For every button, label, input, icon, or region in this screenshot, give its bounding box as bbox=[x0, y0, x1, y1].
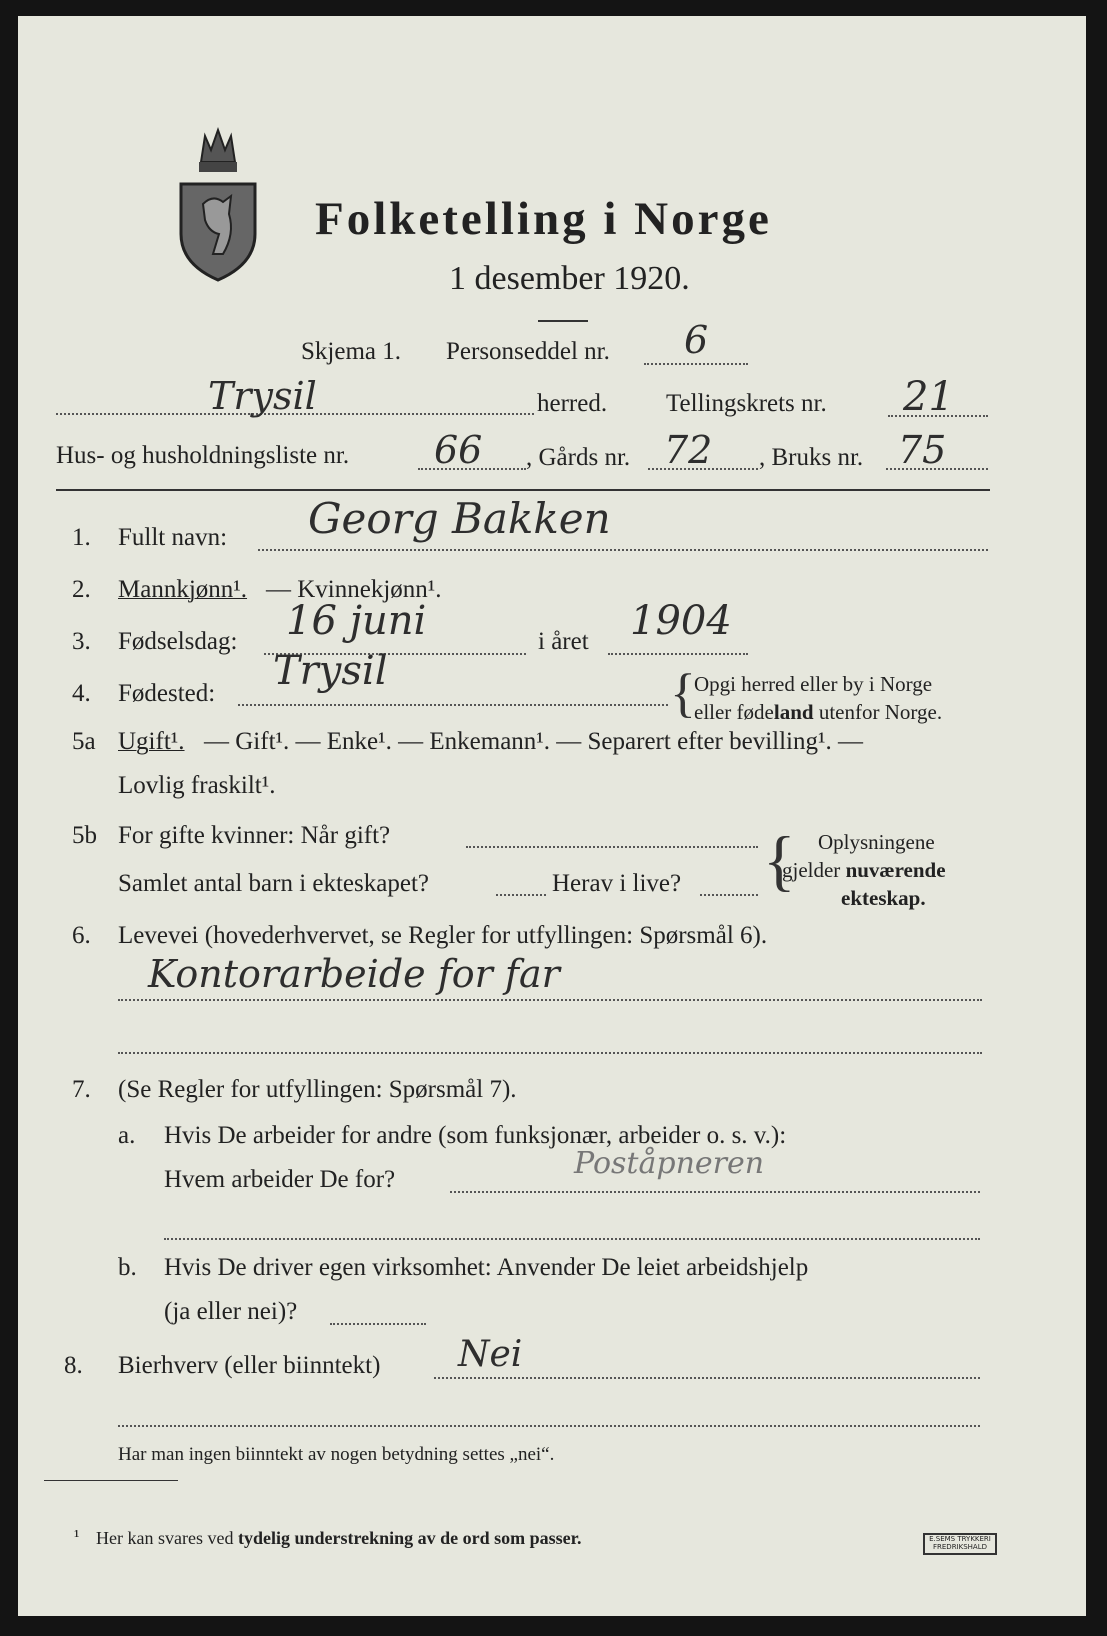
q3-value: 16 juni bbox=[286, 598, 427, 644]
personseddel-value: 6 bbox=[684, 318, 709, 362]
q8-line-2 bbox=[118, 1425, 980, 1427]
form-subtitle: 1 desember 1920. bbox=[449, 260, 690, 297]
footnote-text bbox=[96, 1528, 582, 1549]
q5b-note-2a: gjelder bbox=[782, 858, 846, 882]
q7b-line bbox=[330, 1323, 426, 1325]
q7-number: 7. bbox=[72, 1076, 91, 1103]
q5b-line2-line bbox=[496, 894, 546, 896]
q3-year-line bbox=[608, 653, 748, 655]
q5b-line1: For gifte kvinner: Når gift? bbox=[118, 822, 391, 849]
q6-line-1 bbox=[118, 999, 982, 1001]
q5b-note-3: ekteskap. bbox=[841, 886, 926, 910]
q5a-line2: Lovlig fraskilt¹. bbox=[118, 772, 276, 799]
q7a-line-2 bbox=[164, 1238, 980, 1240]
q7b-line1: Hvis De driver egen virksomhet: Anvender De leiet arbeidshjelp bbox=[164, 1254, 809, 1281]
q4-line bbox=[238, 704, 668, 706]
q6-value: Kontorarbeide for far bbox=[148, 952, 560, 996]
q2-number: 2. bbox=[72, 576, 91, 603]
q4-number: 4. bbox=[72, 680, 91, 707]
q5b-note-2 bbox=[782, 858, 946, 883]
q5a-options: — Gift¹. — Enke¹. — Enkemann¹. — Separert efter bevilling¹. — bbox=[204, 728, 863, 755]
q3-year-label: i året bbox=[538, 628, 589, 655]
tellingskrets-value: 21 bbox=[903, 374, 954, 420]
header-divider bbox=[56, 489, 990, 491]
q8-number: 8. bbox=[64, 1352, 83, 1379]
q7-label: (Se Regler for utfyllingen: Spørsmål 7). bbox=[118, 1076, 517, 1103]
q7a-line1: Hvis De arbeider for andre (som funksjonær, arbeider o. s. v.): bbox=[164, 1122, 787, 1149]
q3-year-value: 1904 bbox=[630, 598, 732, 644]
footnote-mark: ¹ bbox=[74, 1526, 80, 1546]
q3-number: 3. bbox=[72, 628, 91, 655]
q3-label: Fødselsdag: bbox=[118, 628, 238, 655]
q5b-note-2b: nuværende bbox=[845, 858, 946, 882]
q4-note-2 bbox=[694, 700, 942, 725]
q5b-number: 5b bbox=[72, 822, 97, 849]
form-title: Folketelling i Norge bbox=[315, 193, 772, 245]
q2-male: Mannkjønn¹. bbox=[118, 576, 248, 603]
q8-line bbox=[434, 1377, 980, 1379]
q5a-number: 5a bbox=[72, 728, 96, 755]
footnote-rule bbox=[44, 1480, 178, 1481]
herred-value: Trysil bbox=[208, 374, 317, 418]
q8-label: Bierhverv (eller biinntekt) bbox=[118, 1352, 381, 1379]
husliste-label: Hus- og husholdningsliste nr. bbox=[56, 442, 350, 469]
q8-value: Nei bbox=[458, 1334, 523, 1375]
q5b-line1-line bbox=[466, 846, 758, 848]
q6-label: Levevei (hovederhvervet, se Regler for utfyllingen: Spørsmål 6). bbox=[118, 922, 768, 949]
q8-note: Har man ingen biinntekt av nogen betydning settes „nei“. bbox=[118, 1444, 555, 1465]
q1-label: Fullt navn: bbox=[118, 524, 228, 551]
census-form bbox=[18, 16, 1086, 1616]
q2-female: — Kvinnekjønn¹. bbox=[266, 576, 442, 603]
skjema-label: Skjema 1. bbox=[301, 338, 401, 365]
q7a-letter: a. bbox=[118, 1122, 136, 1149]
gards-value: 72 bbox=[664, 428, 713, 472]
q1-number: 1. bbox=[72, 524, 91, 551]
q4-bracket: { bbox=[670, 663, 696, 723]
footnote-text-b: tydelig understrekning av de ord som passer. bbox=[237, 1528, 582, 1548]
tellingskrets-label: Tellingskrets nr. bbox=[666, 390, 827, 417]
q7a-line2: Hvem arbeider De for? bbox=[164, 1166, 396, 1193]
q5b-bracket: { bbox=[763, 822, 796, 898]
personseddel-line bbox=[644, 363, 748, 365]
q5b-line2: Samlet antal barn i ekteskapet? bbox=[118, 870, 429, 897]
q1-value: Georg Bakken bbox=[308, 494, 611, 543]
q4-note-2c: utenfor Norge. bbox=[813, 700, 943, 724]
q5a-ugift: Ugift¹. bbox=[118, 728, 185, 755]
printer-stamp: E.SEMS TRYKKERI FREDRIKSHALD bbox=[923, 1533, 997, 1555]
footnote-text-a: Her kan svares ved bbox=[96, 1528, 238, 1548]
q6-line-2 bbox=[118, 1052, 982, 1054]
q5b-live-line bbox=[700, 894, 758, 896]
husliste-value: 66 bbox=[434, 428, 483, 472]
q7b-letter: b. bbox=[118, 1254, 137, 1281]
coat-of-arms-icon bbox=[173, 124, 263, 284]
q4-label: Fødested: bbox=[118, 680, 216, 707]
bruks-label: , Bruks nr. bbox=[759, 444, 864, 471]
q1-line bbox=[258, 549, 988, 551]
bruks-value: 75 bbox=[898, 428, 947, 472]
q4-value: Trysil bbox=[273, 648, 388, 694]
q5b-note-1: Oplysningene bbox=[818, 830, 935, 854]
q7a-line bbox=[450, 1191, 980, 1193]
q5b-live: Herav i live? bbox=[552, 870, 682, 897]
q7b-line2: (ja eller nei)? bbox=[164, 1298, 298, 1325]
herred-label: herred. bbox=[537, 390, 608, 417]
q4-note-2b: land bbox=[773, 700, 814, 724]
q6-number: 6. bbox=[72, 922, 91, 949]
q7a-value: Poståpneren bbox=[574, 1146, 765, 1181]
personseddel-label: Personseddel nr. bbox=[446, 338, 610, 365]
gards-label: , Gårds nr. bbox=[526, 444, 631, 471]
title-rule bbox=[538, 320, 588, 322]
q4-note-2a: eller føde bbox=[694, 700, 774, 724]
q4-note-1: Opgi herred eller by i Norge bbox=[694, 672, 933, 696]
